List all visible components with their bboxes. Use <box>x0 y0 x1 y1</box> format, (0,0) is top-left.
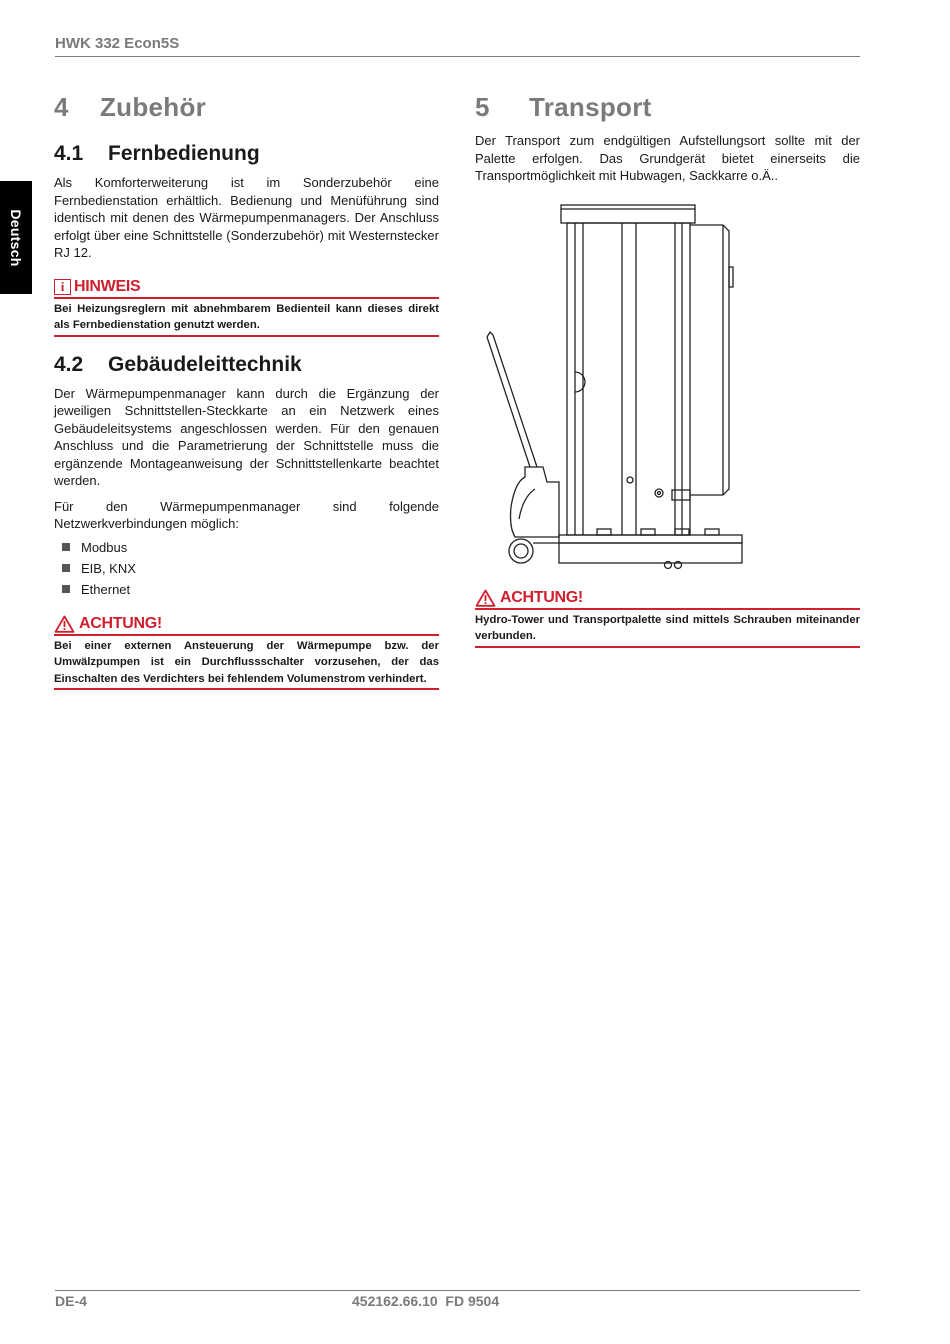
warning-icon <box>475 589 496 607</box>
achtung-title: ACHTUNG! <box>79 614 162 632</box>
list-item: Ethernet <box>54 579 439 600</box>
section-4-1-title: Fernbedienung <box>108 142 260 165</box>
footer-divider <box>55 1290 860 1291</box>
hinweis-title: HINWEIS <box>74 277 141 295</box>
list-item: EIB, KNX <box>54 558 439 579</box>
achtung-title: ACHTUNG! <box>500 588 583 606</box>
achtung-bottom-rule <box>475 646 860 648</box>
info-icon: i <box>54 279 71 295</box>
hinweis-bottom-rule <box>54 335 439 337</box>
hinweis-notice <box>54 277 439 337</box>
left-column <box>54 90 439 690</box>
language-tab-label: Deutsch <box>8 208 24 267</box>
achtung-text: Hydro-Tower und Transportpalette sind mittels Schrauben miteinander verbunden. <box>475 613 860 642</box>
section-4-2-title: Gebäudeleittechnik <box>108 352 302 376</box>
chapter-4-title: Zubehör <box>100 92 207 122</box>
achtung-notice-right <box>475 588 860 648</box>
section-4-1-heading <box>54 140 439 168</box>
chapter-5-heading <box>475 90 860 124</box>
section-4-1-number: 4.1 <box>54 142 84 165</box>
achtung-header <box>54 614 439 634</box>
section-4-2-text-2: Für den Wärmepumpenmanager sind folgende Netzwerkverbindungen möglich: <box>54 498 439 531</box>
bullet-square-icon <box>62 564 70 572</box>
achtung-bottom-rule <box>54 688 439 690</box>
chapter-5-text: Der Transport zum endgültigen Aufstellungsort sollte mit der Palette erfolgen. Das Grundgerät bietet einerseits die Transportmöglichkeit mit Hubwagen, Sackkarre o.Ä.. <box>475 133 860 183</box>
achtung-text: Bei einer externen Ansteuerung der Wärmepumpe bzw. der Umwälzpumpen ist ein Durchflussschalter vorzusehen, der das Einschalten des Verdichters bei fehlendem Volumenstrom verhindert. <box>54 639 439 685</box>
warning-icon <box>54 615 75 633</box>
hinweis-header <box>54 277 439 297</box>
hinweis-text: Bei Heizungsreglern mit abnehmbarem Bedienteil kann dieses direkt als Fernbedienstation genutzt werden. <box>54 302 439 331</box>
pallet-truck-illustration <box>475 197 745 572</box>
document-number: 452162.66.10 FD 9504 <box>352 1293 500 1309</box>
bullet-square-icon <box>62 585 70 593</box>
network-list <box>54 537 439 600</box>
header-divider <box>55 56 860 57</box>
chapter-4-number: 4 <box>54 92 69 122</box>
section-4-2-number: 4.2 <box>54 352 84 376</box>
page-number: DE-4 <box>55 1293 87 1309</box>
bullet-square-icon <box>62 543 70 551</box>
header-title: HWK 332 Econ5S <box>55 35 180 52</box>
chapter-4-heading <box>54 90 439 124</box>
achtung-header <box>475 588 860 608</box>
list-item: Modbus <box>54 537 439 558</box>
chapter-5-number: 5 <box>475 92 490 122</box>
section-4-2-heading <box>54 351 439 379</box>
chapter-5-title: Transport <box>529 92 652 122</box>
section-4-1-text: Als Komforterweiterung ist im Sonderzubehör eine Fernbedienstation erhältlich. Bedienung und Menüführung sind identisch mit denen des Wärmepumpenmanagers. Der Anschluss erfolgt über eine Schnittstelle (Sonderzubehör) mit Westernstecker RJ 12. <box>54 175 439 260</box>
language-tab <box>0 181 32 294</box>
section-4-2-text-1: Der Wärmepumpenmanager kann durch die Ergänzung der jeweiligen Schnittstellen-Steckkarte an ein Netzwerk eines Gebäudeleitsystems angeschlossen werden. Für den genauen Anschluss und die Parametrierung der Schnittstelle muss die ergänzende Montageanweisung der Schnittstellenkarte beachtet werden. <box>54 385 439 488</box>
achtung-notice-left <box>54 614 439 691</box>
